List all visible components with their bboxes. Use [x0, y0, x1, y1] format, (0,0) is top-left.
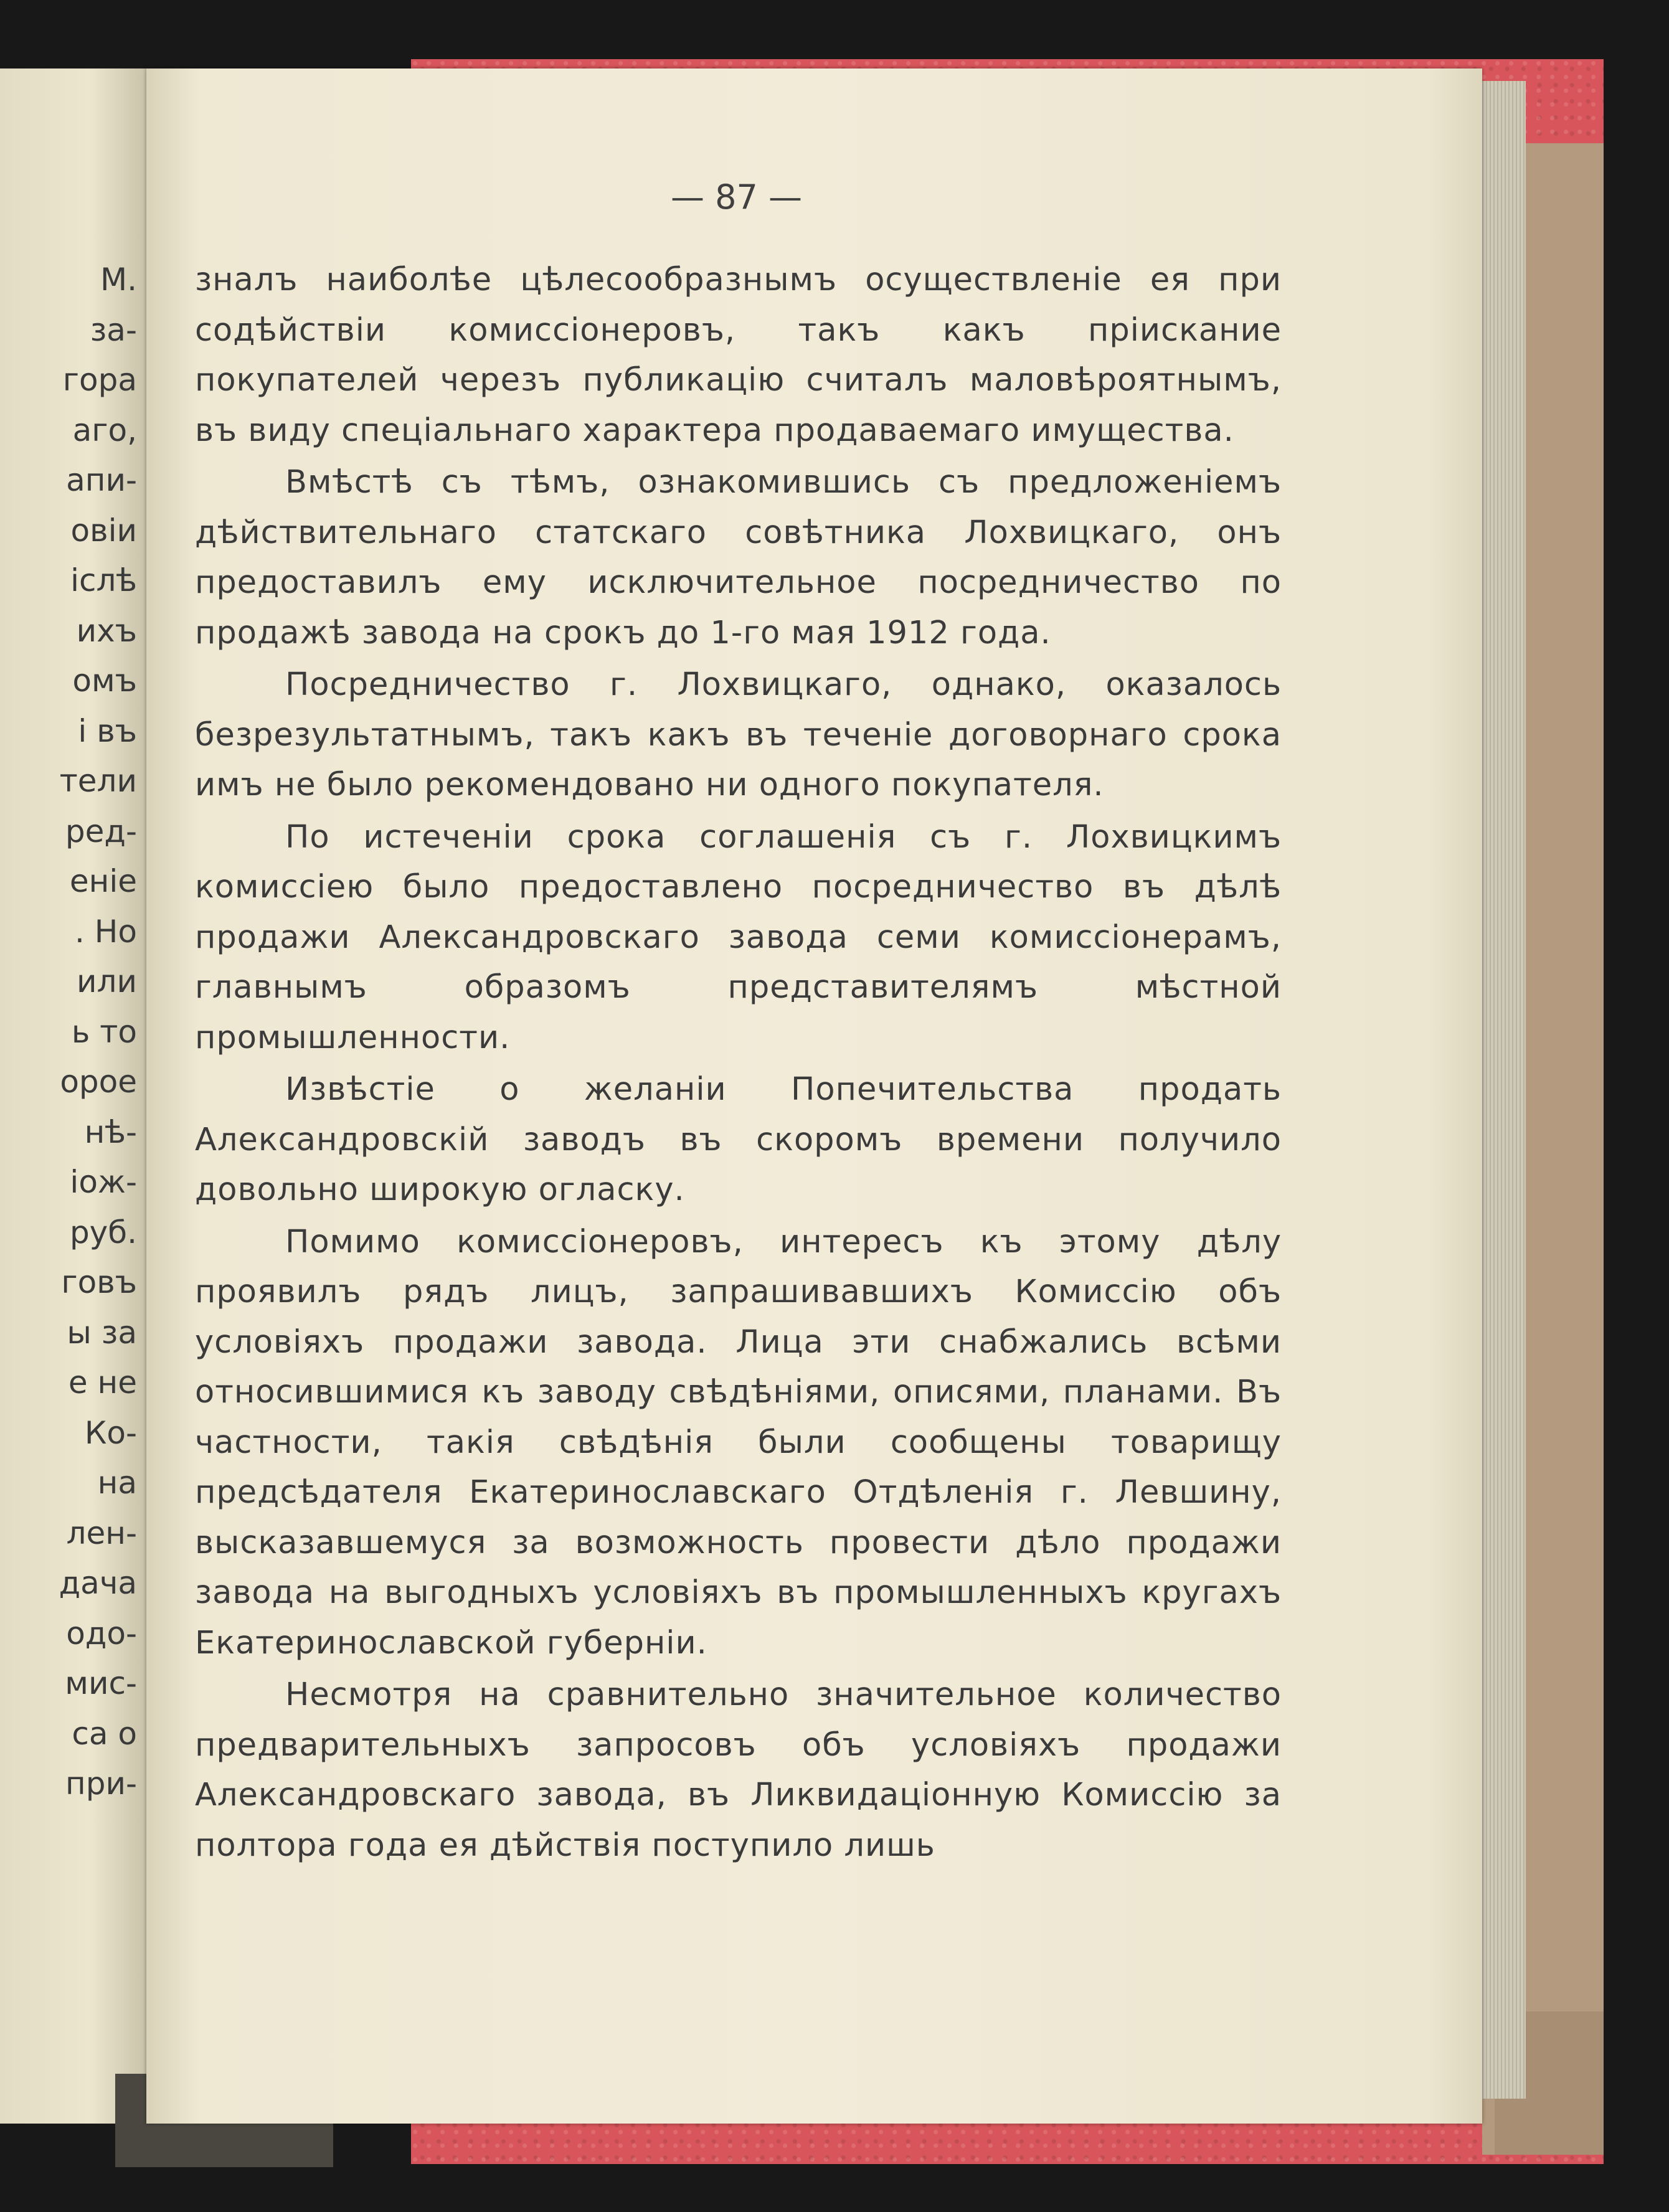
previous-page-line: іслѣ — [70, 562, 137, 598]
previous-page-line: дача — [59, 1565, 137, 1601]
previous-page-line: руб. — [69, 1214, 137, 1250]
previous-page-line: омъ — [72, 663, 137, 699]
page-edges — [1476, 81, 1526, 2099]
previous-page-line: мис- — [65, 1665, 137, 1701]
previous-page-line: орое — [60, 1064, 137, 1100]
previous-page-line: на — [97, 1465, 137, 1501]
previous-page-line: лен- — [66, 1515, 137, 1551]
previous-page-line: са о — [72, 1715, 137, 1752]
previous-page-line: при- — [65, 1765, 137, 1802]
paragraph: Помимо комиссіонеровъ, интересъ къ этому дѣлу проявилъ рядъ лицъ, запрашивавшихъ Комиссію объ условіяхъ продажи завода. Лица эти снабжались всѣми относившимися къ заводу свѣдѣніями, описями, планами. Въ частности, такія свѣдѣнія были сообщены товарищу предсѣдателя Екатеринославскаго Отдѣленія г. Левшину, высказавшемуся за возможность провести дѣло продажи завода на выгодныхъ условіяхъ въ промышленныхъ кругахъ Екатеринославской губерніи. — [195, 1223, 1282, 1661]
previous-page-line: Ко- — [84, 1414, 137, 1451]
previous-page-line: М. — [100, 262, 137, 298]
previous-page-line: овіи — [70, 512, 137, 549]
previous-page-line: е не — [68, 1364, 137, 1401]
previous-page-line: одо- — [66, 1615, 137, 1652]
page-text — [195, 255, 1282, 1873]
previous-page-line: ь то — [71, 1013, 137, 1050]
previous-page-line: . Но — [75, 913, 137, 950]
paragraph: Извѣстіе о желаніи Попечительства продать Александровскій заводъ въ скоромъ времени получило довольно широкую огласку. — [195, 1071, 1282, 1208]
previous-page-line: за- — [90, 311, 137, 348]
previous-page-line: тели — [59, 763, 137, 799]
previous-page-line: ред- — [65, 813, 137, 849]
paragraph: Вмѣстѣ съ тѣмъ, ознакомившись съ предложеніемъ дѣйствительнаго статскаго совѣтника Лохвицкаго, онъ предоставилъ ему исключительное посредничество по продажѣ завода на срокъ до 1-го мая 1912 года. — [195, 464, 1282, 651]
previous-page-line: іож- — [70, 1164, 137, 1200]
previous-page-line: ихъ — [76, 612, 137, 649]
previous-page-line: или — [77, 963, 137, 1000]
previous-page — [0, 69, 149, 2124]
previous-page-line: говъ — [61, 1264, 137, 1300]
previous-page-line: гора — [62, 362, 137, 398]
previous-page-line: нѣ- — [84, 1113, 137, 1150]
previous-page-line: апи- — [66, 462, 137, 498]
previous-page-line: аго, — [72, 412, 137, 448]
previous-page-line: і въ — [78, 712, 137, 749]
page-number: — 87 — — [670, 177, 803, 217]
paragraph: зналъ наиболѣе цѣлесообразнымъ осуществленіе ея при содѣйствіи комиссіонеровъ, такъ какъ пріискание покупателей черезъ публикацію считалъ маловѣроятнымъ, въ виду спеціальнаго характера продаваемаго имущества. — [195, 262, 1282, 449]
paragraph: Посредничество г. Лохвицкаго, однако, оказалось безрезультатнымъ, такъ какъ въ теченіе договорнаго срока имъ не было рекомендовано ни одного покупателя. — [195, 666, 1282, 803]
paragraph: Несмотря на сравнительно значительное количество предварительныхъ запросовъ объ условіяхъ продажи Александровскаго завода, въ Ликвидаціонную Комиссію за полтора года ея дѣйствія поступило лишь — [195, 1676, 1282, 1864]
paragraph: По истеченіи срока соглашенія съ г. Лохвицкимъ комиссіею было предоставлено посредничество въ дѣлѣ продажи Александровскаго завода семи комиссіонерамъ, главнымъ образомъ представителямъ мѣстной промышленности. — [195, 818, 1282, 1056]
previous-page-line: еніе — [69, 863, 137, 899]
previous-page-line: ы за — [67, 1314, 137, 1351]
